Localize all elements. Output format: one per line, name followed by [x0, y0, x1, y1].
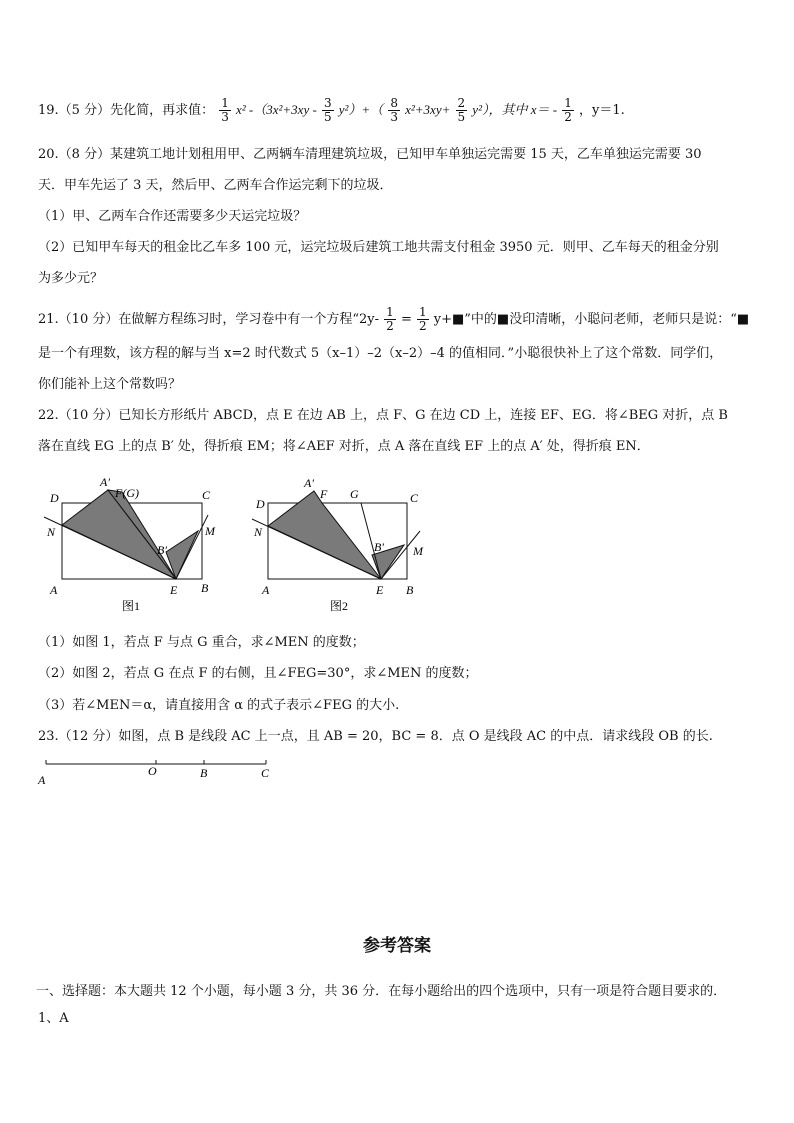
- expr-part: x²+3xy+: [405, 102, 451, 117]
- label-fg: F(G): [115, 486, 139, 500]
- label-d: D: [50, 491, 59, 505]
- q22-sub-2: （2）如图 2，若点 G 在点 F 的右侧，且∠FEG=30°，求∠MEN 的度数；: [38, 666, 478, 681]
- expr-part: y²）+（: [338, 102, 384, 117]
- q19-label: 19.（5 分）先化简，再求值：: [38, 103, 215, 118]
- label-a-prime: A′: [304, 476, 314, 490]
- figure-1: [38, 470, 238, 620]
- label-o: O: [148, 764, 157, 778]
- q21-line-2: 是一个有理数，该方程的解与当 x=2 时代数式 5（x–1）–2（x–2）–4 的值相同．”小聪很快补上了这个常数．同学们，: [38, 346, 723, 361]
- fraction: $\frac{8}{3}$: [390, 96, 398, 124]
- figure-2: [250, 470, 440, 620]
- label-b-prime: B′: [374, 540, 384, 554]
- q23-segment-figure: [34, 756, 284, 788]
- label-n: N: [254, 525, 263, 539]
- label-b: B: [201, 581, 209, 595]
- label-a-prime: A′: [100, 475, 110, 489]
- q22-line-1: 22.（10 分）已知长方形纸片 ABCD，点 E 在边 AB 上，点 F、G 在边 CD 上，连接 EF、EG．将∠BEG 对折，点 B: [38, 408, 728, 423]
- fraction: $\frac{3}{5}$: [323, 96, 332, 124]
- question-19: [38, 97, 625, 124]
- fraction: $\frac{1}{2}$: [564, 96, 572, 124]
- label-a: A: [262, 583, 270, 597]
- q21-line-3: 你们能补上这个常数吗？: [38, 377, 182, 392]
- q20-line-4: （2）已知甲车每天的租金比乙车多 100 元，运完垃圾后建筑工地共需支付租金 3950 元．则甲、乙车每天的租金分别: [38, 240, 719, 255]
- expr-part: y²），其中 x＝ -: [472, 102, 558, 117]
- fraction: $\frac{1}{2}$: [386, 305, 394, 333]
- answers-section-1: 一、选择题：本大题共 12 个小题，每小题 3 分，共 36 分．在每小题给出的四个选项中，只有一项是符合题目要求的．: [36, 984, 727, 999]
- label-g: G: [350, 487, 359, 501]
- label-b-prime: B′: [157, 543, 167, 557]
- figure-2-caption: 图2: [330, 599, 349, 613]
- label-m: M: [413, 544, 423, 558]
- q22-sub-1: （1）如图 1，若点 F 与点 G 重合，求∠MEN 的度数；: [38, 635, 365, 650]
- label-e: E: [170, 583, 178, 597]
- label-c: C: [202, 488, 211, 502]
- label-a: A: [38, 773, 46, 787]
- label-m: M: [205, 524, 215, 538]
- q20-line-5: 为多少元？: [38, 271, 104, 286]
- folded-triangle-left: [268, 491, 381, 579]
- q22-line-2: 落在直线 EG 上的点 B′ 处，得折痕 EM；将∠AEF 对折，点 A 落在直线 EF 上的点 A′ 处，得折痕 EN．: [38, 439, 650, 454]
- q22-sub-3: （3）若∠MEN＝α，请直接用含 α 的式子表示∠FEG 的大小.: [38, 698, 400, 713]
- label-b: B: [200, 766, 208, 780]
- label-n: N: [47, 525, 56, 539]
- q21-text: 21.（10 分）在做解方程练习时，学习卷中有一个方程“2y-: [38, 312, 380, 327]
- label-a: A: [50, 583, 58, 597]
- q20-line-1: 20.（8 分）某建筑工地计划租用甲、乙两辆车清理建筑垃圾，已知甲车单独运完需要 15 天，乙车单独运完需要 30: [38, 147, 702, 162]
- figure-1-caption: 图1: [122, 599, 141, 613]
- q21-line-1: [38, 306, 749, 333]
- label-d: D: [256, 497, 265, 511]
- question-23: 23.（12 分）如图，点 B 是线段 AC 上一点，且 AB = 20，BC = 8．点 O 是线段 AC 的中点．请求线段 OB 的长.: [38, 729, 713, 744]
- fraction: $\frac{2}{5}$: [457, 96, 466, 124]
- fraction: $\frac{1}{3}$: [221, 96, 229, 124]
- label-c: C: [410, 491, 419, 505]
- expr-part: x² -（3x²+3xy -: [236, 102, 317, 117]
- label-f: F: [320, 487, 328, 501]
- expr-part: ，y＝1.: [579, 103, 625, 118]
- label-b: B: [406, 583, 414, 597]
- label-c: C: [261, 766, 270, 780]
- q20-line-3: （1）甲、乙两车合作还需要多少天运完垃圾？: [38, 209, 307, 224]
- label-e: E: [376, 583, 384, 597]
- answers-heading: 参考答案: [363, 936, 431, 956]
- q20-line-2: 天．甲车先运了 3 天，然后甲、乙两车合作运完剩下的垃圾．: [38, 178, 393, 193]
- q21-text: =: [400, 312, 412, 327]
- fraction: $\frac{1}{2}$: [418, 305, 427, 333]
- q21-text: y+■”中的■没印清晰，小聪问老师，老师只是说：“■: [433, 312, 750, 327]
- answer-1: 1、A: [38, 1011, 69, 1026]
